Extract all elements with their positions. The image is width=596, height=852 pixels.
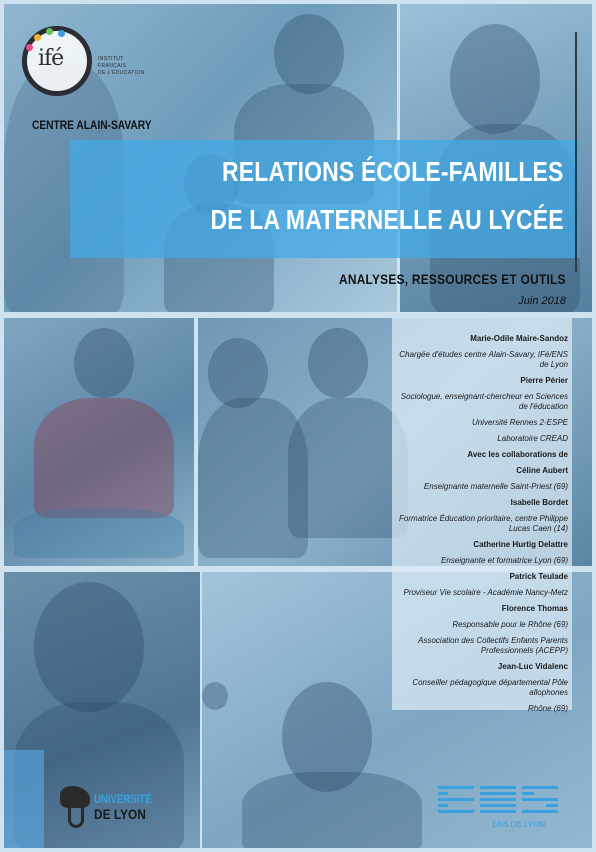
author-name: Céline Aubert: [516, 466, 568, 475]
author-name: Catherine Hurtig Delattre: [473, 540, 568, 549]
vertical-rule: [575, 32, 577, 272]
author-role: Laboratoire CREAD: [497, 434, 568, 443]
title-line-1: RELATIONS ÉCOLE-FAMILLES: [222, 156, 564, 187]
corner-accent: [4, 750, 44, 848]
institute-name: INSTITUT FRANÇAIS DE L'ÉDUCATION: [98, 56, 145, 76]
ens-mark-icon: [438, 786, 558, 814]
university-city: DE LYON: [94, 806, 146, 822]
author-role: Association des Collectifs Enfants Parents Professionnels (ACEPP): [418, 636, 568, 655]
author-name: Marie-Odile Maire-Sandoz: [470, 334, 568, 343]
author-role: Responsable pour le Rhône (69): [452, 620, 568, 629]
author-role: Sociologue, enseignant-chercheur en Sciences de l'éducation: [400, 392, 568, 411]
author-name: Isabelle Bordet: [510, 498, 568, 507]
photo-child-playing: [4, 318, 194, 566]
author-role: Enseignante et formatrice Lyon (69): [440, 556, 568, 565]
universite-de-lyon-logo: [58, 784, 178, 834]
author-role: Enseignante maternelle Saint-Priest (69): [423, 482, 568, 491]
author-role: Rhône (69): [527, 704, 568, 713]
author-role: Formatrice Éducation prioritaire, centre Philippe Lucas Caen (14): [399, 514, 568, 533]
author-name: Avec les collaborations de: [467, 450, 568, 459]
author-role: Proviseur Vie scolaire - Académie Nancy-Metz: [403, 588, 568, 597]
university-label: UNIVERSITÉ: [94, 792, 152, 806]
ens-de-lyon-logo: [438, 786, 558, 836]
author-role: Conseiller pédagogique départemental Pôle allophones: [412, 678, 568, 697]
authors-list: [398, 334, 568, 720]
author-name: Pierre Périer: [520, 376, 568, 385]
subtitle: ANALYSES, RESSOURCES ET OUTILS: [339, 271, 566, 287]
logo-text: ifé: [38, 46, 64, 71]
author-name: Patrick Teulade: [509, 572, 568, 581]
publication-date: Juin 2018: [518, 295, 566, 307]
author-role: Université Rennes 2-ESPE: [471, 418, 568, 427]
shield-icon: [68, 806, 84, 828]
centre-name: CENTRE ALAIN-SAVARY: [32, 118, 152, 132]
author-role: Chargée d'études centre Alain-Savary, IFé/ENS de Lyon: [399, 350, 568, 369]
author-name: Jean-Luc Vidalenc: [497, 662, 568, 671]
ife-logo: [22, 26, 92, 96]
author-name: Florence Thomas: [501, 604, 568, 613]
title-line-2: DE LA MATERNELLE AU LYCÉE: [210, 204, 564, 235]
ens-caption: ENS DE LYON: [492, 820, 546, 829]
lion-icon: [60, 786, 90, 808]
